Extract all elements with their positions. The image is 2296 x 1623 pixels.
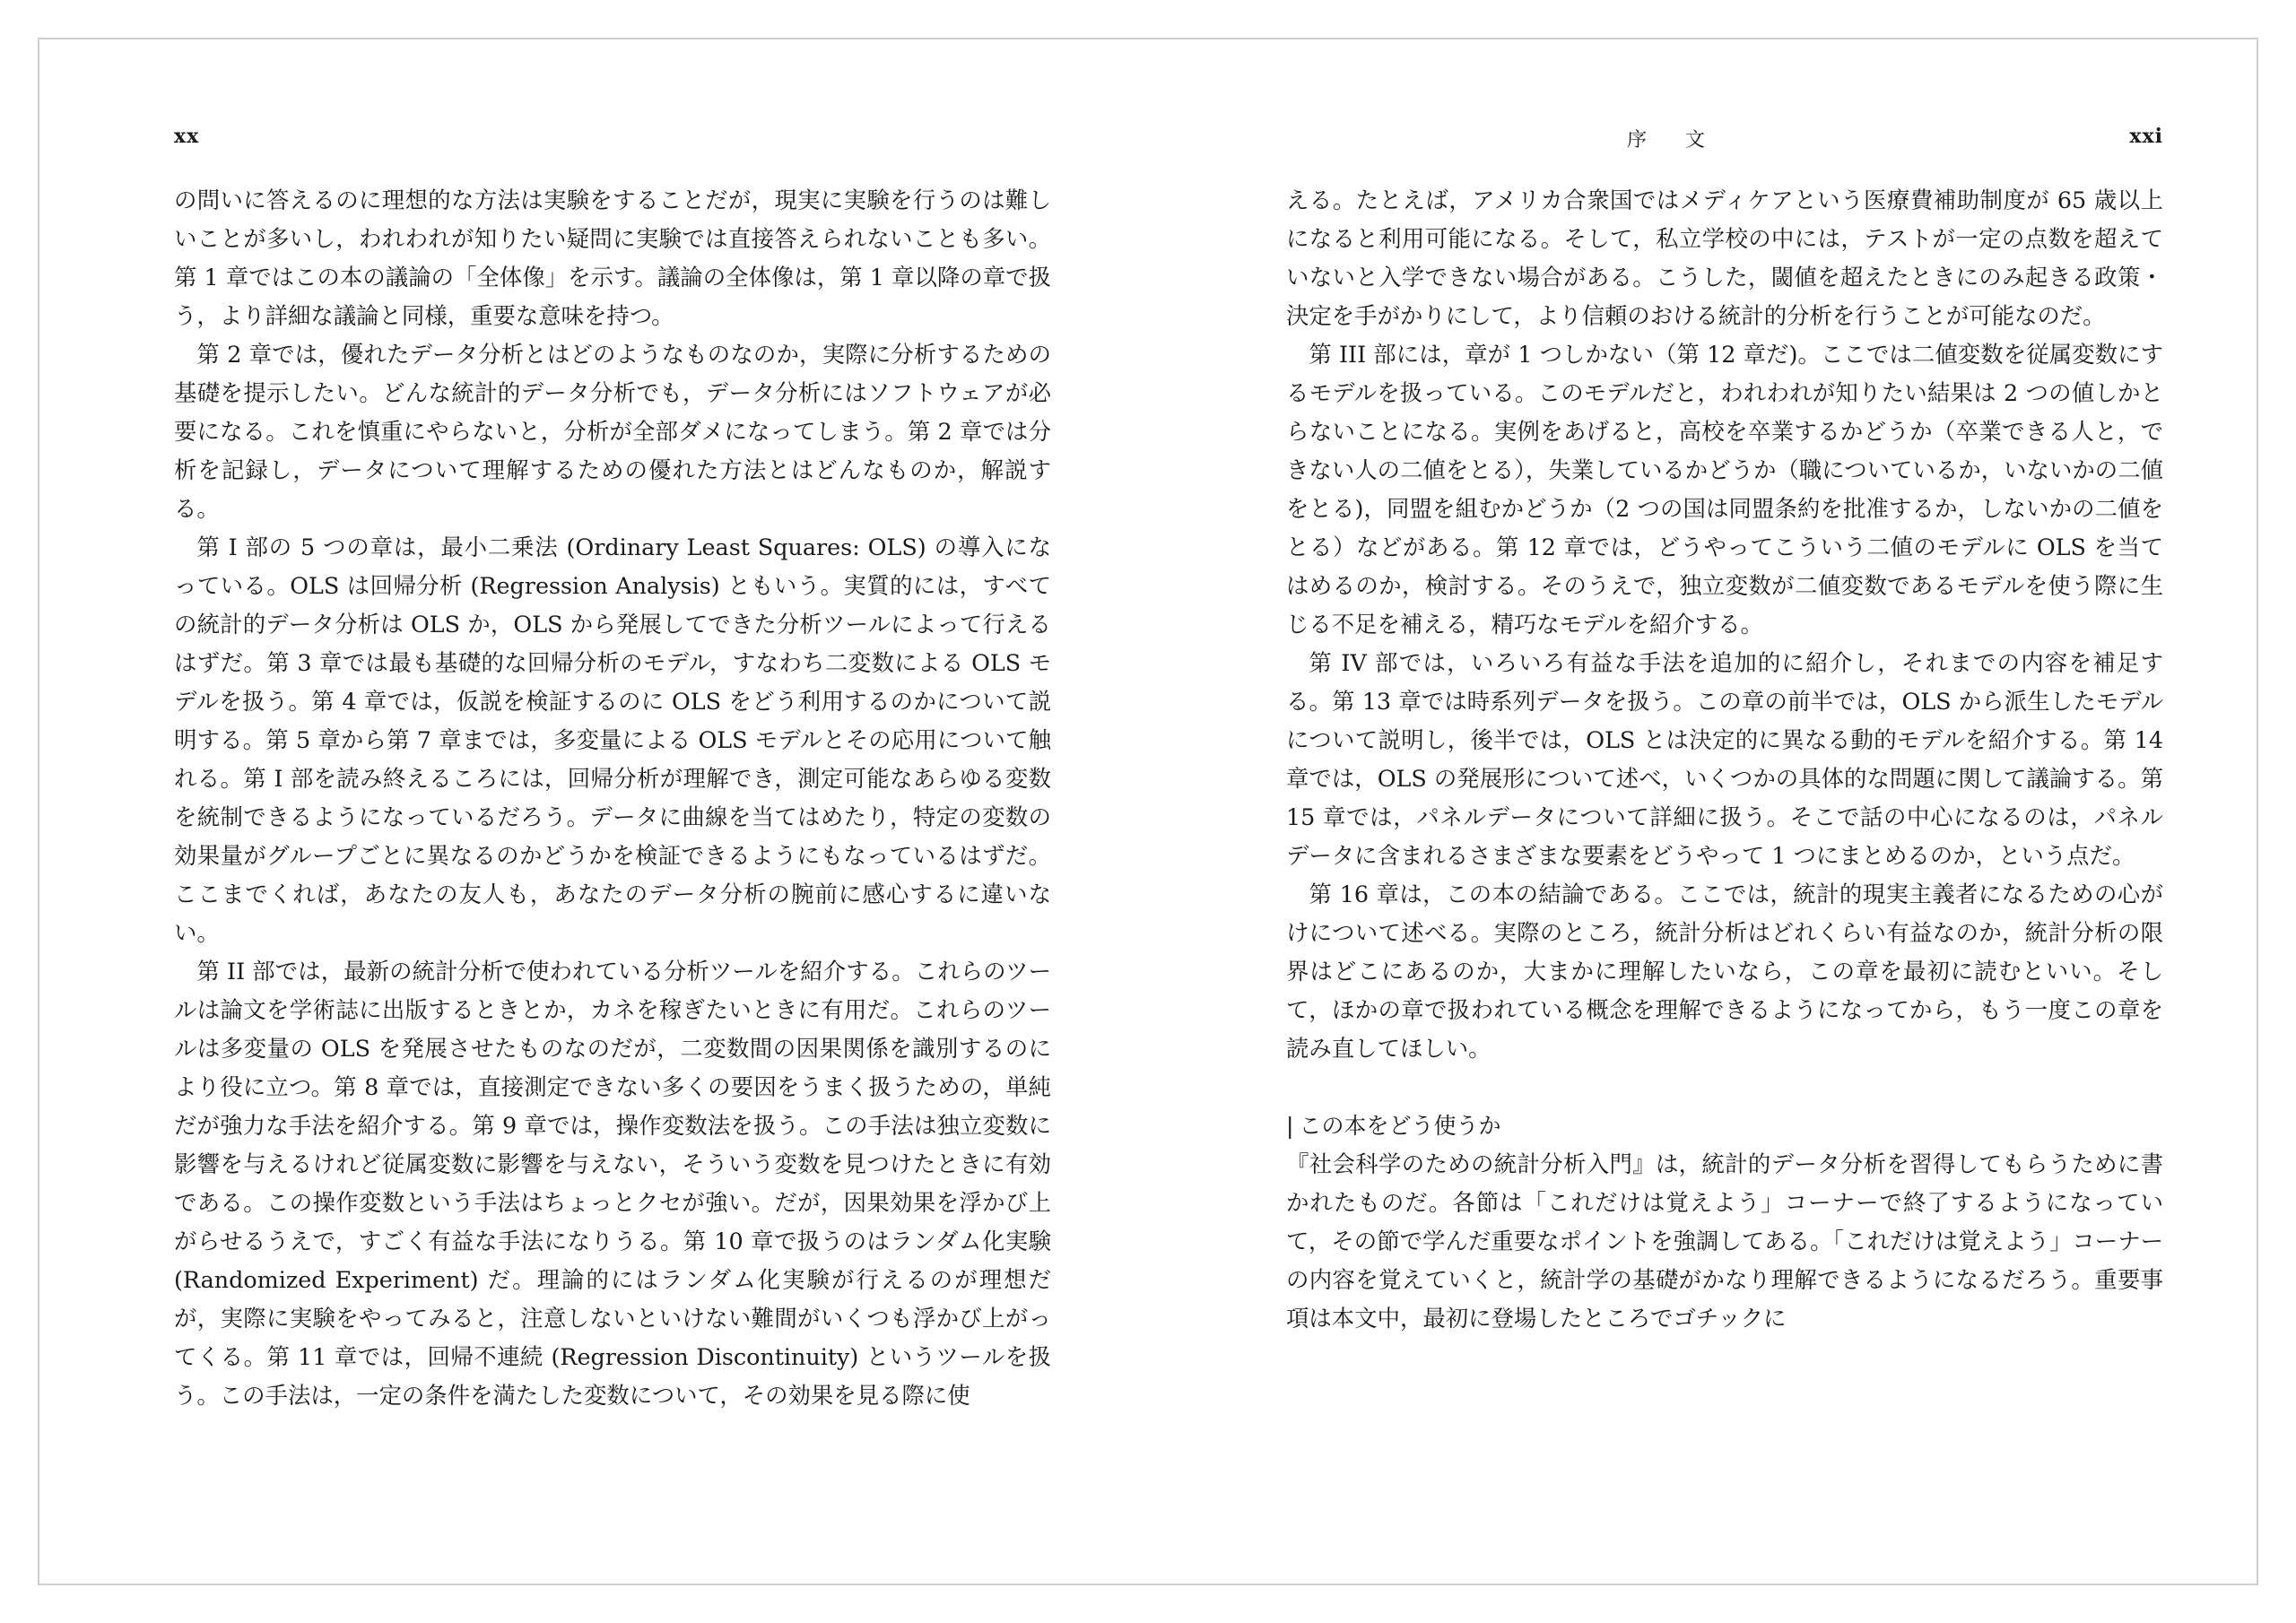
paragraph: 第 IV 部では，いろいろ有益な手法を追加的に紹介し，それまでの内容を補足する。第 13 章では時系列データを扱う。この章の前半では，OLS から派生したモデルについて説明し，後半では，OLS とは決定的に異なる動的モデルを紹介する。第 14 章では，OLS の発展形について述べ，いくつかの具体的な問題に関して議論する。第 15 章では，パネルデータについて詳細に扱う。そこで話の中心になるのは，パネルデータに含まれるさまざまな要素をどうやって 1 つにまとめるのか，という点だ。 (1286, 649, 2163, 869)
paragraph: の問いに答えるのに理想的な方法は実験をすることだが，現実に実験を行うのは難しいことが多いし，われわれが知りたい疑問に実験では直接答えられないことも多い。第 1 章ではこの本の議論の「全体像」を示す。議論の全体像は，第 1 章以降の章で扱う，より詳細な議論と同様，重要な意味を持つ。 (174, 187, 1051, 329)
page-number: xxi (2129, 125, 2163, 148)
right-page (1286, 39, 2163, 1584)
paragraph: 第 2 章では，優れたデータ分析とはどのようなものなのか，実際に分析するための基礎を提示したい。どんな統計的データ分析でも，データ分析にはソフトウェアが必要になる。これを慎重にやらないと，分析が全部ダメになってしまう。第 2 章では分析を記録し，データについて理解するための優れた方法とはどんなものか，解説する。 (174, 341, 1051, 522)
section-heading-text: この本をどう使うか (1299, 1113, 1501, 1139)
left-page (174, 39, 1051, 1584)
body-text (1286, 181, 2163, 1338)
running-head (174, 125, 1051, 161)
paragraph: 第 II 部では，最新の統計分析で使われている分析ツールを紹介する。これらのツールは論文を学術誌に出版するときとか，カネを稼ぎたいときに有用だ。これらのツールは多変量の OLS を発展させたものなのだが，二変数間の因果関係を識別するのにより役に立つ。第 8 章では，直接測定できない多くの要因をうまく扱うための，単純だが強力な手法を紹介する。第 9 章では，操作変数法を扱う。この手法は独立変数に影響を与えるけれど従属変数に影響を与えない，そういう変数を見つけたときに有効である。この操作変数という手法はちょっとクセが強い。だが，因果効果を浮かび上がらせるうえで，すごく有益な手法になりうる。第 10 章で扱うのはランダム化実験 (Randomized Experiment) だ。理論的にはランダム化実験が行えるのが理想だが，実際に実験をやってみると，注意しないといけない難間がいくつも浮かび上がってくる。第 11 章では，回帰不連続 (Regression Discontinuity) というツールを扱う。この手法は，一定の条件を満たした変数について，その効果を見る際に使 (174, 958, 1052, 1409)
page-number: xx (174, 125, 200, 148)
section-bar: | (1286, 1113, 1294, 1139)
paragraph: 第 III 部には，章が 1 つしかない（第 12 章だ)。ここでは二値変数を従属変数にするモデルを扱っている。このモデルだと，われわれが知りたい結果は 2 つの値しかとらないことになる。実例をあげると，高校を卒業するかどうか（卒業できる人と，できない人の二値をとる），失業しているかどうか（職についているか，いないかの二値をとる)，同盟を組むかどうか（2 つの国は同盟条約を批准するか，しないかの二値をとる）などがある。第 12 章では，どうやってこういう二値のモデルに OLS を当てはめるのか，検討する。そのうえで，独立変数が二値変数であるモデルを使う際に生じる不足を補える，精巧なモデルを紹介する。 (1286, 341, 2164, 638)
book-spread (38, 38, 2258, 1585)
running-head (1286, 125, 2163, 161)
chapter-title: 序 文 (1627, 129, 1721, 152)
paragraph: 『社会科学のための統計分析入門』は，統計的データ分析を習得してもらうために書かれたものだ。各節は「これだけは覚えよう」コーナーで終了するようになっていて，その節で学んだ重要なポイントを強調してある。「これだけは覚えよう」コーナーの内容を覚えていくと，統計学の基礎がかなり理解できるようになるだろう。重要事項は本文中，最初に登場したところでゴチックに (1286, 1150, 2163, 1332)
body-text (174, 181, 1051, 1415)
paragraph: 第 I 部の 5 つの章は，最小二乗法 (Ordinary Least Squares: OLS) の導入になっている。OLS は回帰分析 (Regression Analysis) ともいう。実質的には，すべての統計的データ分析は OLS か，OLS から発展してできた分析ツールによって行えるはずだ。第 3 章では最も基礎的な回帰分析のモデル，すなわち二変数による OLS モデルを扱う。第 4 章では，仮説を検証するのに OLS をどう利用するのかについて説明する。第 5 章から第 7 章までは，多変量による OLS モデルとその応用について触れる。第 I 部を読み終えるころには，回帰分析が理解でき，測定可能なあらゆる変数を統制できるようになっているだろう。データに曲線を当てはめたり，特定の変数の効果量がグループごとに異なるのかどうかを検証できるようにもなっているはずだ。ここまでくれば，あなたの友人も，あなたのデータ分析の腕前に感心するに違いない。 (174, 534, 1052, 946)
paragraph: える。たとえば，アメリカ合衆国ではメディケアという医療費補助制度が 65 歳以上になると利用可能になる。そして，私立学校の中には，テストが一定の点数を超えていないと入学できない場合がある。こうした，閾値を超えたときにのみ起きる政策・決定を手がかりにして，より信頼のおける統計的分析を行うことが可能なのだ。 (1286, 187, 2163, 329)
section-heading (1286, 1107, 2163, 1145)
paragraph: 第 16 章は，この本の結論である。ここでは，統計的現実主義者になるための心がけについて述べる。実際のところ，統計分析はどれくらい有益なのか，統計分析の限界はどこにあるのか，大まかに理解したいなら，この章を最初に読むといい。そして，ほかの章で扱われている概念を理解できるようになってから，もう一度この章を読み直してほしい。 (1286, 881, 2163, 1062)
